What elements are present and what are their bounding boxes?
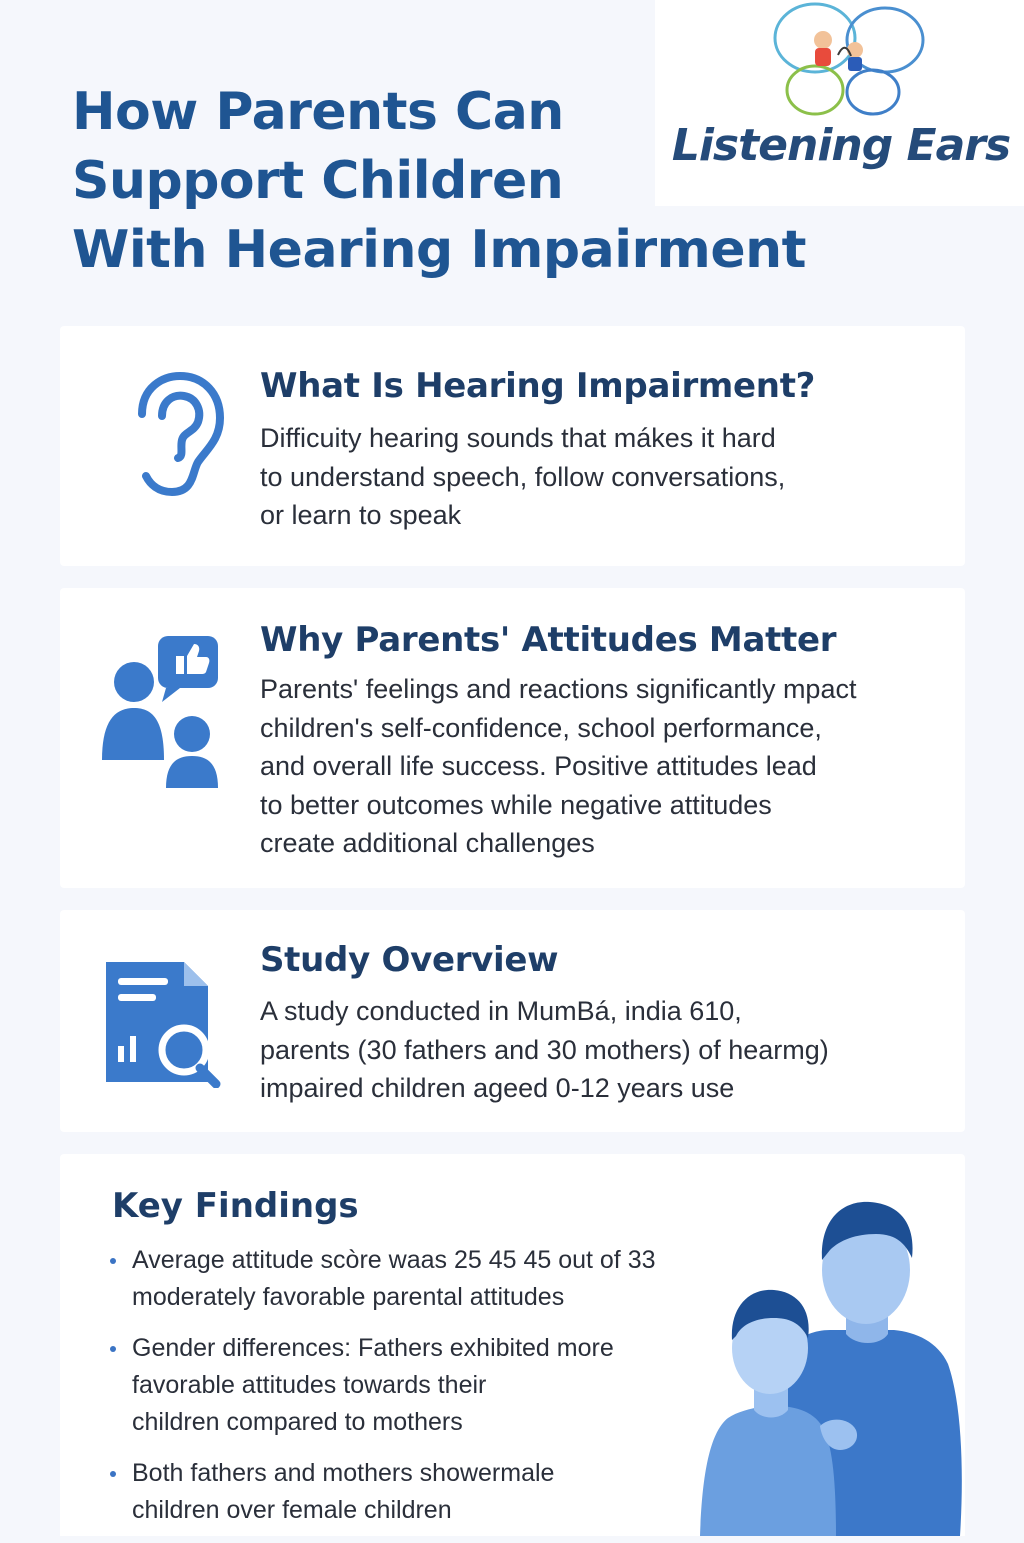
list-item (110, 1455, 730, 1529)
section-title: What Is Hearing Impairment? (260, 366, 816, 406)
father-and-child-illustration (680, 1174, 970, 1536)
logo (655, 0, 1024, 206)
card-key-findings (60, 1154, 965, 1536)
list-item (110, 1242, 730, 1316)
bullet-dot (110, 1346, 116, 1352)
bullet-line: Gender differences: Fathers exhibited more (132, 1334, 614, 1362)
bullet-line: Average attitude scòre waas 25 45 45 out of 33 (132, 1246, 656, 1274)
section-body (260, 670, 950, 863)
butterfly-logo-icon (655, 0, 1024, 206)
card-hearing-impairment (60, 326, 965, 566)
body-line: or learn to speak (260, 500, 462, 530)
bullet-dot (110, 1258, 116, 1264)
bullet-line: Both fathers and mothers showermale (132, 1459, 555, 1487)
findings-list (110, 1242, 730, 1543)
card-parents-attitudes (60, 588, 965, 888)
title-line: Support Children (72, 151, 564, 211)
section-title: Study Overview (260, 940, 559, 980)
card-study-overview (60, 910, 965, 1132)
body-line: parents (30 fathers and 30 mothers) of hearmg) (260, 1034, 829, 1065)
body-line: children's self-confidence, school performance, (260, 712, 822, 743)
section-title: Why Parents' Attitudes Matter (260, 620, 837, 660)
body-line: to understand speech, follow conversations, (260, 461, 786, 492)
body-line: Difficuity hearing sounds that mákes it hard (260, 423, 776, 453)
bullet-line: children over female children (132, 1496, 452, 1524)
bullet-line: moderately favorable parental attitudes (132, 1283, 565, 1311)
list-item (110, 1330, 730, 1441)
bullet-dot (110, 1471, 116, 1477)
body-line: A study conducted in MumBá, india 610, (260, 996, 742, 1026)
body-line: Parents' feelings and reactions significantly mpact (260, 674, 857, 704)
bullet-line: children compared to mothers (132, 1408, 463, 1436)
document-search-icon (104, 958, 224, 1088)
ear-icon (128, 370, 228, 500)
section-body (260, 992, 950, 1108)
body-line: impaired children ageed 0-12 years use (260, 1073, 735, 1103)
body-line: to better outcomes while negative attitudes (260, 789, 772, 820)
title-line: With Hearing Impairment (72, 220, 806, 280)
title-line: How Parents Can (72, 82, 564, 142)
section-body (260, 419, 950, 535)
body-line: create additional challenges (260, 828, 595, 858)
people-thumbs-up-icon (100, 632, 222, 792)
body-line: and overall life success. Positive attitudes lead (260, 751, 817, 781)
logo-text: Listening Ears (671, 120, 1011, 171)
key-findings-title: Key Findings (112, 1186, 359, 1226)
bullet-line: favorable attitudes towards their (132, 1371, 487, 1399)
